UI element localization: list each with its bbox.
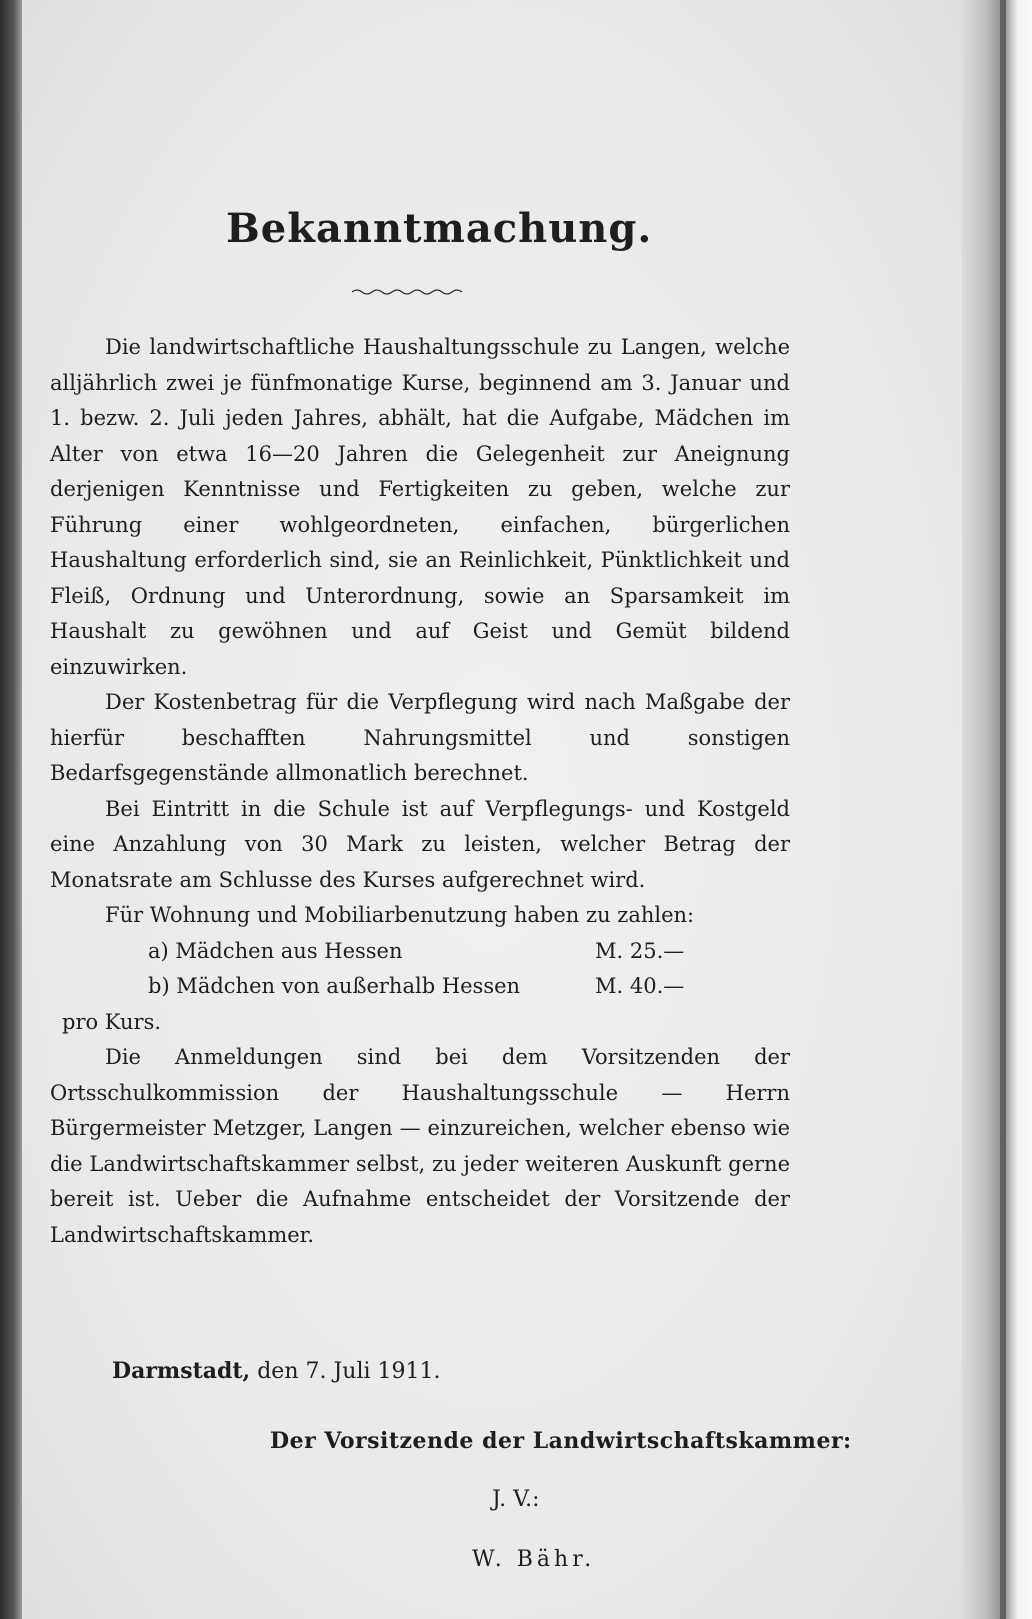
paragraph-meal-costs: Der Kostenbetrag für die Verpflegung wird nach Maßgabe der hierfür beschafften Nahrungsmittel und sonstigen Bedarfsgegenstände allmonatlich berechnet.: [50, 690, 790, 785]
signer-name: W. Bähr.: [472, 1547, 596, 1572]
place-date-line: [112, 1358, 441, 1384]
fee-label: a) Mädchen aus Hessen: [148, 938, 403, 963]
paragraph-deposit: Bei Eintritt in die Schule ist auf Verpflegungs- und Kostgeld eine Anzahlung von 30 Mark zu leisten, welcher Betrag der Monatsrate am Schlusse des Kurses aufgerechnet wird.: [50, 796, 790, 892]
document-page: [22, 0, 962, 1619]
chair-title: Der Vorsitzende der Landwirtschaftskammer:: [270, 1428, 852, 1454]
scan-binding-edge: [962, 0, 1032, 1619]
fees-suffix: pro Kurs.: [62, 1009, 162, 1034]
date-text: den 7. Juli 1911.: [257, 1359, 441, 1384]
place-name: Darmstadt,: [112, 1358, 251, 1384]
scan-left-margin: [0, 0, 22, 1619]
in-representation-mark: J. V.:: [492, 1487, 540, 1512]
paragraph-school-purpose: Die landwirtschaftliche Haushaltungsschule zu Langen, welche alljährlich zwei je fünfmonatige Kurse, beginnend am 3. Januar und 1. bezw. 2. Juli jeden Jahres, abhält, hat die Aufgabe, Mädchen im Alter von etwa 16—20 Jahren die Gelegenheit zur Aneignung derjenigen Kenntnisse und Fertigkeiten zu geben, welche zur Führung einer wohlgeordneten, einfachen, bürgerlichen Haushaltung erforderlich sind, sie an Reinlichkeit, Pünktlichkeit und Fleiß, Ordnung und Unterordnung, sowie an Sparsamkeit im Haushalt zu gewöhnen und auf Geist und Gemüt bildend einzuwirken.: [50, 335, 790, 679]
fee-label: b) Mädchen von außerhalb Hessen: [148, 974, 521, 998]
paragraph-registration: Die Anmeldungen sind bei dem Vorsitzenden der Ortsschulkommission der Haushaltungsschule — Herrn Bürgermeister Metzger, Langen — einzureichen, welcher ebenso wie die Landwirtschaftskammer selbst, zu jeder weiteren Auskunft gerne bereit ist. Ueber die Aufnahme entscheidet der Vorsitzende der Landwirtschaftskammer.: [50, 1045, 790, 1247]
document-title: Bekanntmachung.: [226, 205, 653, 252]
fee-amount: M. 25.—: [595, 938, 685, 963]
document-body: [50, 330, 790, 1253]
fee-amount: M. 40.—: [595, 974, 685, 998]
decorative-wave-rule: [352, 288, 462, 296]
fees-heading: Für Wohnung und Mobiliarbenutzung haben zu zahlen:: [105, 903, 695, 927]
fee-item: [50, 934, 790, 970]
fee-item: [50, 969, 790, 1005]
